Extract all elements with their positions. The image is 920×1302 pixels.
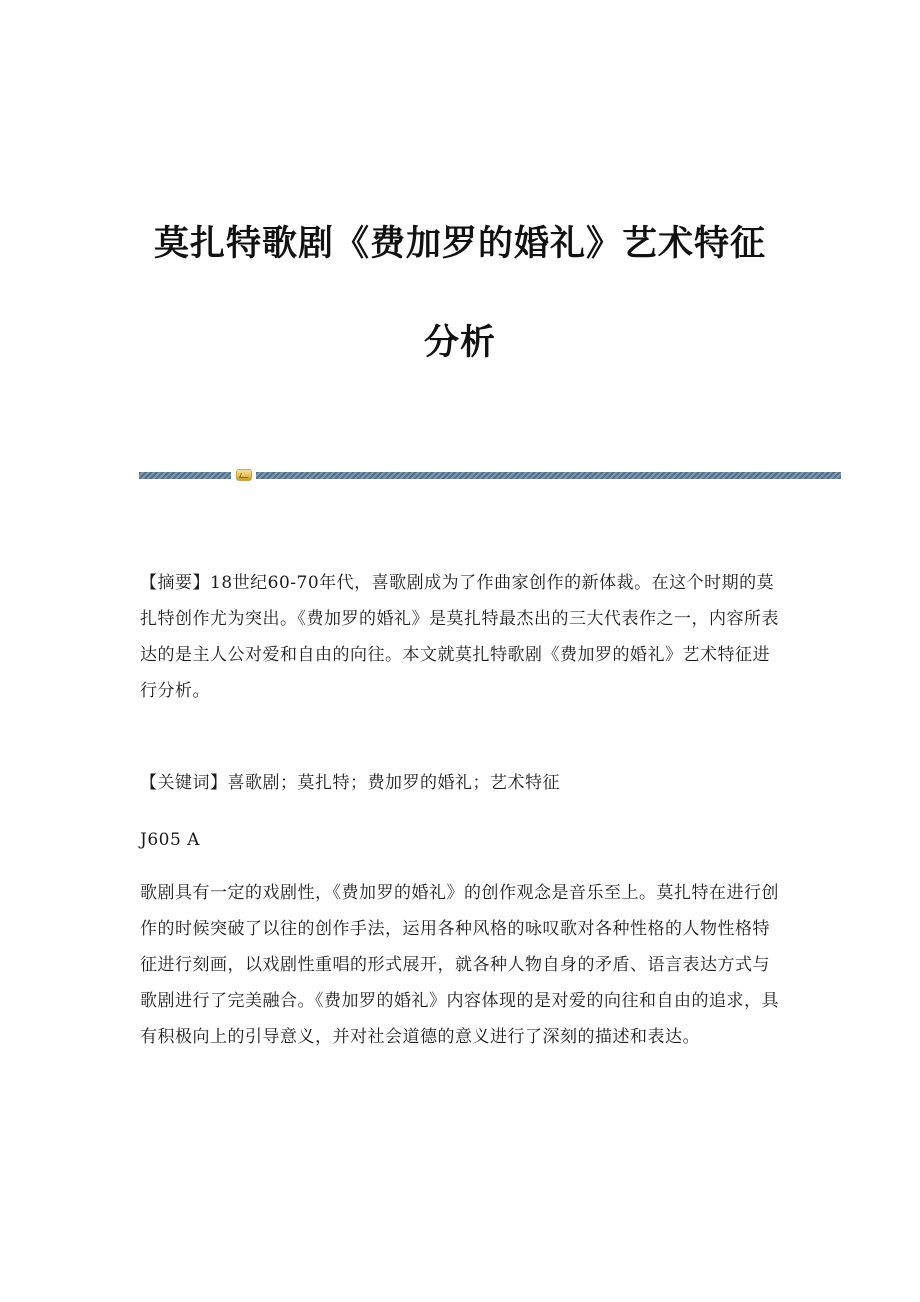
document-title-line-1: 莫扎特歌剧《费加罗的婚礼》艺术特征 (153, 224, 766, 264)
abstract-section (140, 565, 780, 709)
abstract-text: 18世纪60-70年代，喜歌剧成为了作曲家创作的新体裁。在这个时期的莫扎特创作尤为突出。《费加罗的婚礼》是莫扎特最杰出的三大代表作之一，内容所表达的是主人公对爱和自由的向往。本文就莫扎特歌剧《费加罗的婚礼》艺术特征进行分析。 (140, 573, 779, 701)
classification-section (140, 822, 780, 858)
divider-bar-left (139, 472, 231, 479)
divider-ornament-icon (236, 469, 252, 481)
body-paragraph: 歌剧具有一定的戏剧性，《费加罗的婚礼》的创作观念是音乐至上。莫扎特在进行创作的时候突破了以往的创作手法，运用各种风格的咏叹歌对各种性格的人物性格特征进行刻画，以戏剧性重唱的形式展开，就各种人物自身的矛盾、语言表达方式与歌剧进行了完美融合。《费加罗的婚礼》内容体现的是对爱的向往和自由的追求，具有积极向上的引导意义，并对社会道德的意义进行了深刻的描述和表达。 (140, 883, 779, 1047)
title-divider (139, 469, 841, 481)
keywords-paragraph (140, 765, 780, 801)
keywords-label: 【关键词】 (140, 773, 228, 793)
abstract-paragraph (140, 565, 780, 709)
classification-code: J605 A (140, 830, 200, 850)
keywords-section (140, 765, 780, 801)
abstract-label: 【摘要】 (140, 573, 210, 593)
keywords-text: 喜歌剧；莫扎特；费加罗的婚礼；艺术特征 (227, 773, 560, 793)
body-section (140, 875, 780, 1055)
document-title-line-2: 分析 (423, 323, 496, 363)
divider-bar-right (256, 472, 841, 479)
